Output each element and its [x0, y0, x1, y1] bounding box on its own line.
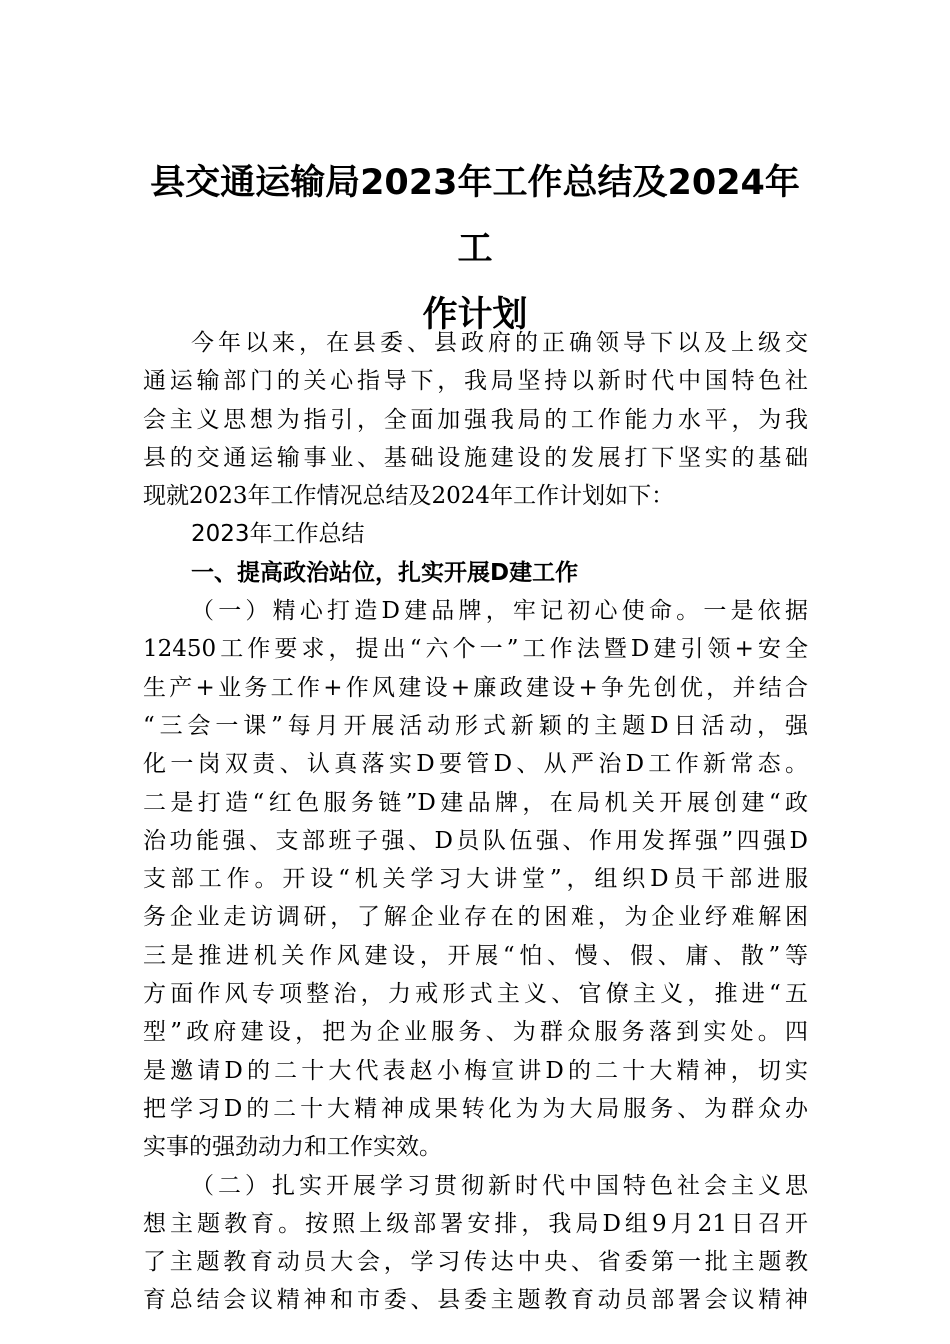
paragraph-line: 了主题教育动员大会，学习传达中央、省委第一批主题教 — [143, 1249, 808, 1276]
paragraph-line: 现就2023年工作情况总结及2024年工作计划如下： — [143, 483, 675, 510]
paragraph-line: （二）扎实开展学习贯彻新时代中国特色社会主义思 — [191, 1172, 808, 1199]
paragraph-line: 生产+业务工作+作风建设+廉政建设+争先创优，并结合 — [143, 674, 808, 701]
paragraph-line: 治功能强、支部班子强、D员队伍强、作用发挥强”四强D — [143, 827, 808, 854]
paragraph-line: 育总结会议精神和市委、县委主题教育动员部署会议精神 — [143, 1287, 808, 1314]
subsection-heading: 一、提高政治站位，扎实开展D建工作 — [191, 559, 579, 586]
paragraph-line: 方面作风专项整治，力戒形式主义、官僚主义，推进“五 — [143, 981, 808, 1008]
paragraph-line: 会主义思想为指引，全面加强我局的工作能力水平，为我 — [143, 406, 808, 433]
section-heading: 2023年工作总结 — [191, 521, 365, 548]
paragraph-line: 县的交通运输事业、基础设施建设的发展打下坚实的基础 — [143, 444, 808, 471]
title-line-2: 作计划 — [422, 295, 528, 335]
paragraph-line: 通运输部门的关心指导下，我局坚持以新时代中国特色社 — [143, 368, 808, 395]
paragraph-line: “三会一课”每月开展活动形式新颖的主题D日活动，强 — [143, 712, 808, 739]
paragraph-line: 想主题教育。按照上级部署安排，我局D组9月21日召开 — [143, 1210, 808, 1237]
paragraph-line: 是邀请D的二十大代表赵小梅宣讲D的二十大精神，切实 — [143, 1057, 808, 1084]
paragraph-line: 三是推进机关作风建设，开展“怕、慢、假、庸、散”等 — [143, 942, 808, 969]
paragraph-line: 二是打造“红色服务链”D建品牌，在局机关开展创建“政 — [143, 789, 808, 816]
document-body — [143, 324, 808, 1320]
title-line-1: 县交通运输局2023年工作总结及2024年工 — [150, 163, 800, 269]
paragraph-line: 实事的强劲动力和工作实效。 — [143, 1134, 442, 1161]
paragraph-line: 化一岗双责、认真落实D要管D、从严治D工作新常态。 — [143, 751, 808, 778]
paragraph-line: 支部工作。开设“机关学习大讲堂”，组织D员干部进服 — [143, 866, 808, 893]
document-title — [140, 150, 810, 348]
paragraph-line: 把学习D的二十大精神成果转化为为大局服务、为群众办 — [143, 1095, 808, 1122]
paragraph-line: 务企业走访调研，了解企业存在的困难，为企业纾难解困 — [143, 904, 808, 931]
paragraph-line: 型”政府建设，把为企业服务、为群众服务落到实处。四 — [143, 1019, 808, 1046]
paragraph-line: 今年以来，在县委、县政府的正确领导下以及上级交 — [191, 330, 808, 356]
paragraph-line: （一）精心打造D建品牌，牢记初心使命。一是依据 — [191, 598, 808, 625]
paragraph-line: 12450工作要求，提出“六个一”工作法暨D建引领+安全 — [143, 636, 808, 663]
